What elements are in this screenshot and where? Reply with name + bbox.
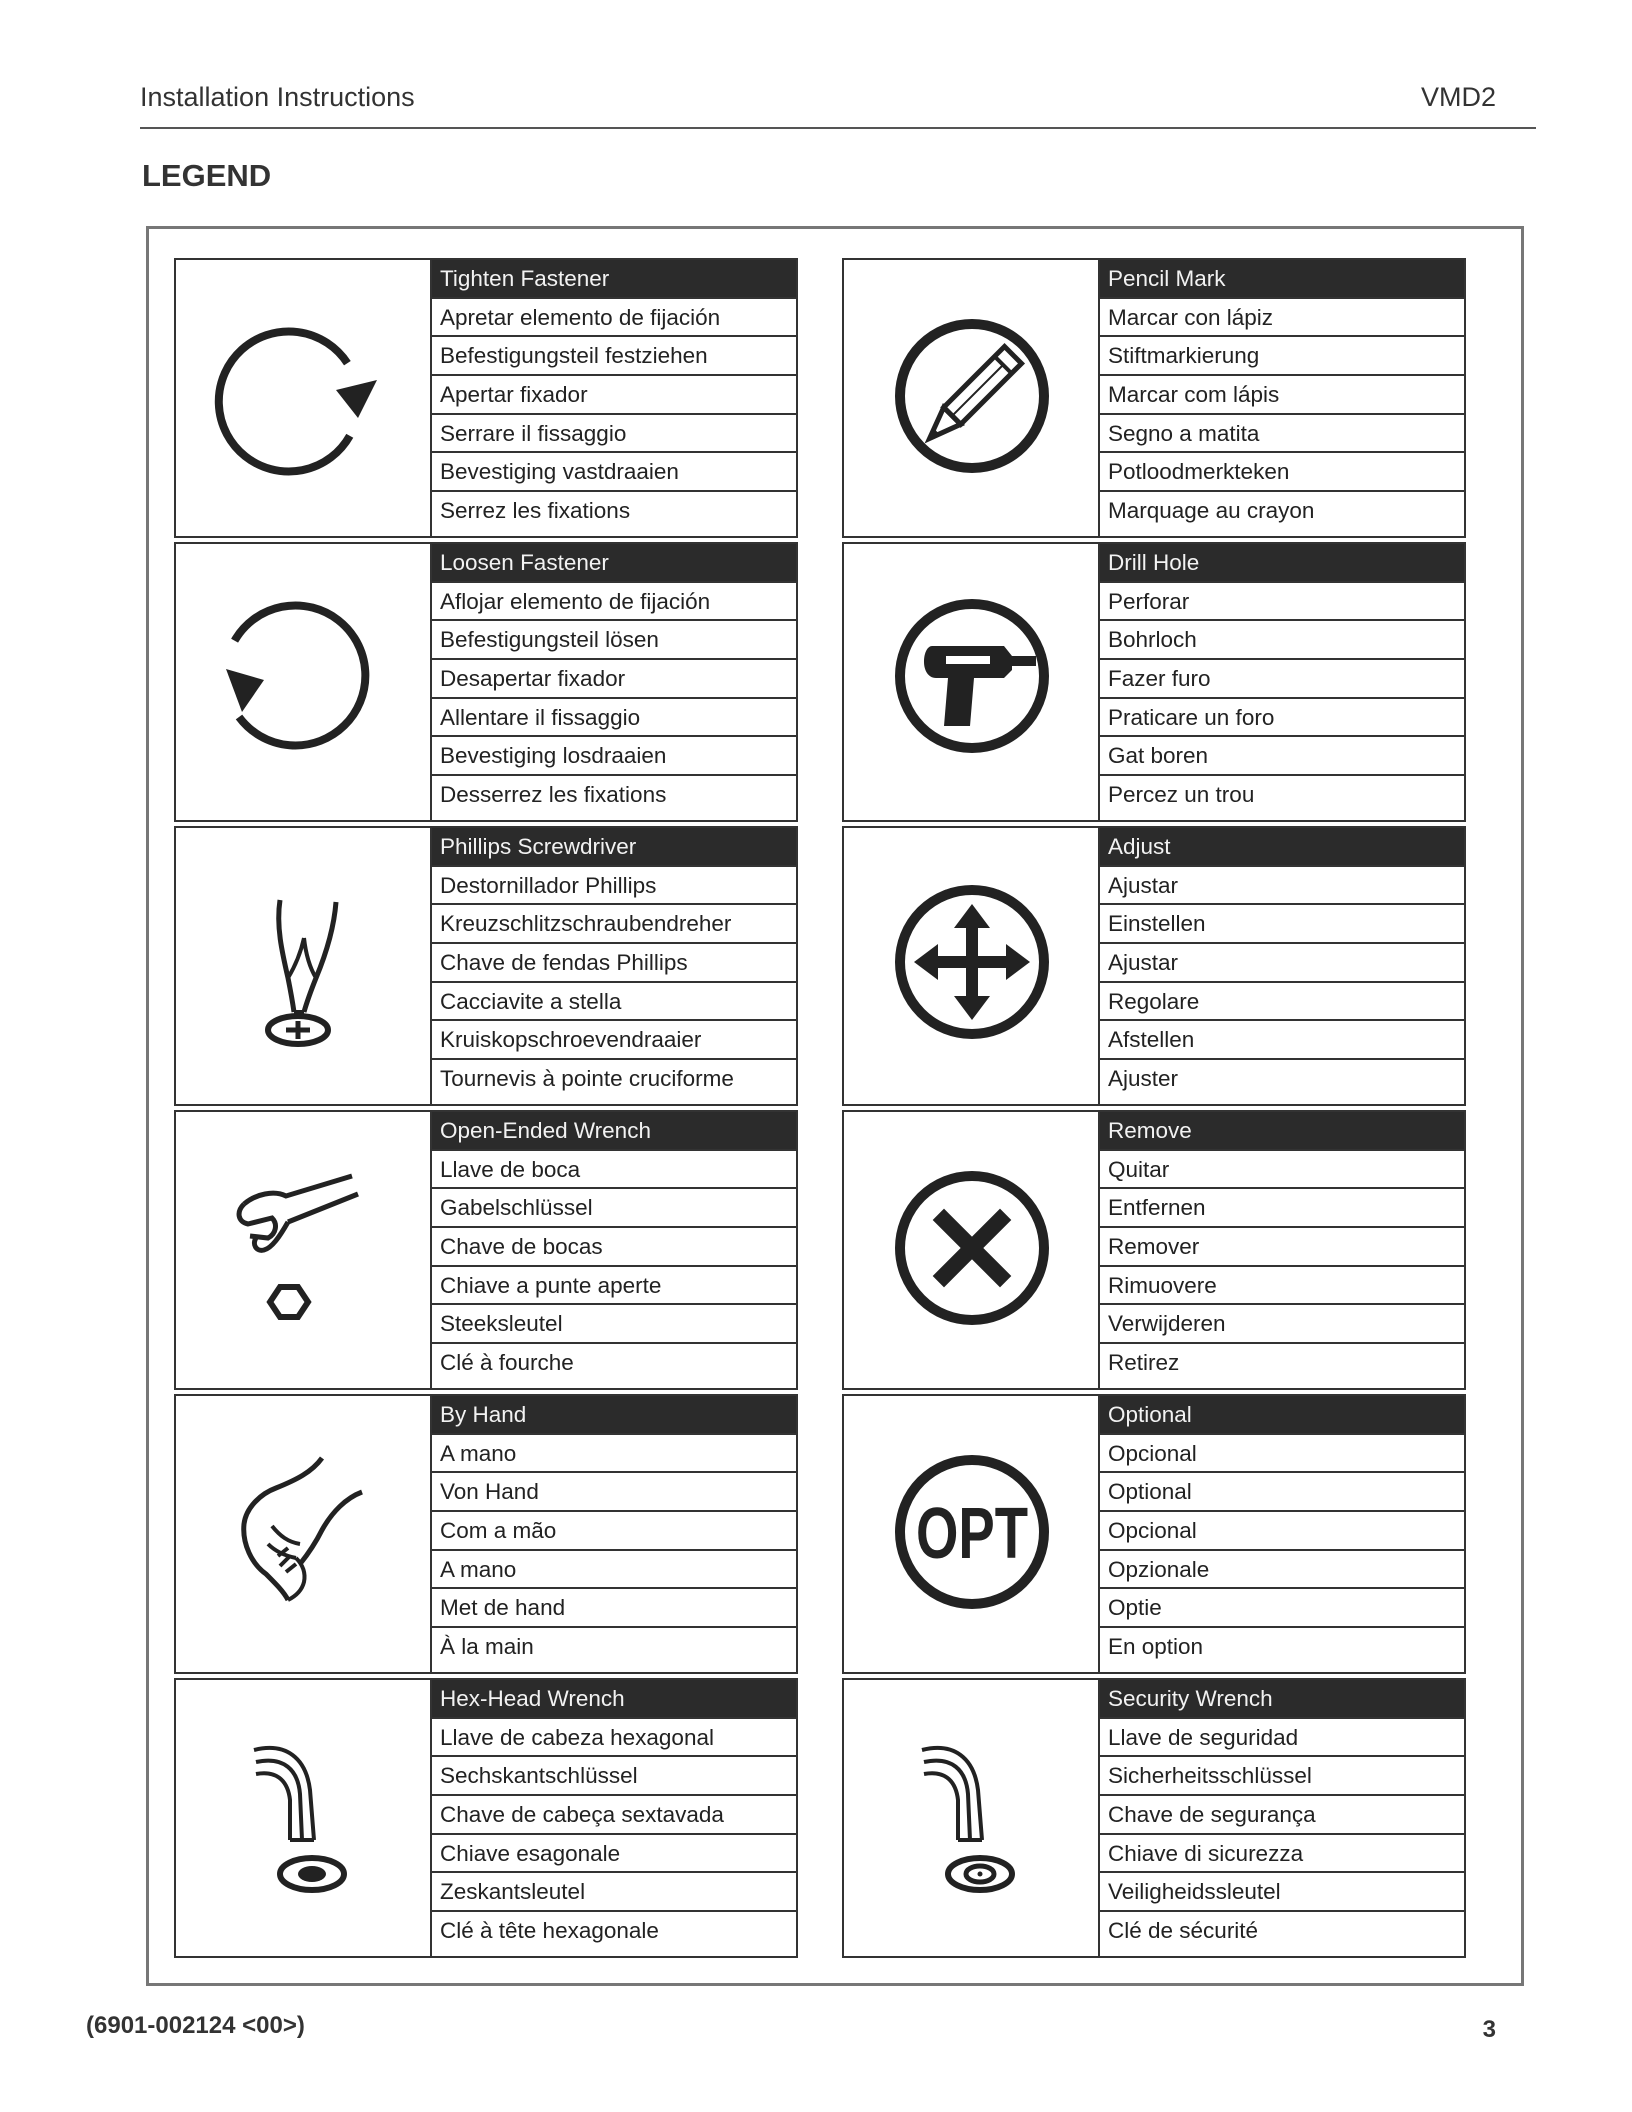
legend-label-dutch: Met de hand (432, 1589, 796, 1628)
legend-label-spanish: Aflojar elemento de fijación (432, 583, 796, 622)
legend-label-french: Serrez les fixations (440, 497, 631, 523)
legend-label-spanish: Destornillador Phillips (432, 867, 796, 906)
legend-label-french: Desserrez les fixations (440, 781, 667, 807)
legend-label-portuguese: Desapertar fixador (432, 660, 796, 699)
legend-label-dutch: Afstellen (1100, 1021, 1464, 1060)
legend-label-portuguese: Marcar com lápis (1100, 376, 1464, 415)
legend-label-italian: Rimuovere (1100, 1267, 1464, 1306)
legend-label-italian: Opzionale (1100, 1551, 1464, 1590)
legend-label-german: Von Hand (432, 1473, 796, 1512)
drill-hole-icon (844, 544, 1102, 824)
legend-label-english: Remove (1100, 1112, 1464, 1151)
legend-label-english: Loosen Fastener (432, 544, 796, 583)
remove-icon (844, 1112, 1102, 1392)
legend-label-spanish: Ajustar (1100, 867, 1464, 906)
legend-label-spanish: Marcar con lápiz (1100, 299, 1464, 338)
legend-label-portuguese: Chave de cabeça sextavada (432, 1796, 796, 1835)
legend-item-optional (842, 1394, 1466, 1674)
legend-label-spanish: A mano (432, 1435, 796, 1474)
legend-label-italian: Segno a matita (1100, 415, 1464, 454)
legend-label-english: Phillips Screwdriver (432, 828, 796, 867)
legend-label-english: Hex-Head Wrench (432, 1680, 796, 1719)
page-title: LEGEND (142, 158, 272, 193)
legend-label-french: Clé à tête hexagonale (440, 1917, 659, 1943)
legend-label-portuguese: Chave de fendas Phillips (432, 944, 796, 983)
legend-label-german: Stiftmarkierung (1100, 337, 1464, 376)
legend-label-german: Kreuzschlitzschraubendreher (432, 905, 796, 944)
legend-item-drill-hole (842, 542, 1466, 822)
legend-label-french: Clé de sécurité (1108, 1917, 1259, 1943)
legend-label-french: Percez un trou (1108, 781, 1255, 807)
legend-label-italian: Chiave a punte aperte (432, 1267, 796, 1306)
legend-label-german: Befestigungsteil festziehen (432, 337, 796, 376)
legend-label-spanish: Quitar (1100, 1151, 1464, 1190)
legend-label-portuguese: Chave de segurança (1100, 1796, 1464, 1835)
hex-head-wrench-icon (176, 1680, 434, 1960)
legend-label-spanish: Llave de cabeza hexagonal (432, 1719, 796, 1758)
legend-label-dutch: Veiligheidssleutel (1100, 1873, 1464, 1912)
legend-label-portuguese: Apertar fixador (432, 376, 796, 415)
legend-label-italian: Regolare (1100, 983, 1464, 1022)
legend-label-dutch: Gat boren (1100, 737, 1464, 776)
legend-label-french: Retirez (1108, 1349, 1180, 1375)
legend-label-german: Sechskantschlüssel (432, 1757, 796, 1796)
legend-item-pencil-mark (842, 258, 1466, 538)
by-hand-icon (176, 1396, 434, 1676)
legend-label-french: Ajuster (1108, 1065, 1179, 1091)
legend-label-french: Marquage au crayon (1108, 497, 1315, 523)
legend-label-german: Entfernen (1100, 1189, 1464, 1228)
legend-label-german: Gabelschlüssel (432, 1189, 796, 1228)
legend-item-phillips-screwdriver (174, 826, 798, 1106)
legend-item-open-ended-wrench (174, 1110, 798, 1390)
legend-label-dutch: Zeskantsleutel (432, 1873, 796, 1912)
loosen-fastener-icon (176, 544, 434, 824)
legend-item-adjust (842, 826, 1466, 1106)
document-number: (6901-002124 <00>) (86, 2012, 305, 2039)
legend-item-security-wrench (842, 1678, 1466, 1958)
header-rule (140, 127, 1536, 129)
legend-label-italian: Cacciavite a stella (432, 983, 796, 1022)
legend-item-hex-head-wrench (174, 1678, 798, 1958)
legend-label-portuguese: Remover (1100, 1228, 1464, 1267)
legend-label-dutch: Kruiskopschroevendraaier (432, 1021, 796, 1060)
legend-label-portuguese: Chave de bocas (432, 1228, 796, 1267)
legend-label-dutch: Bevestiging vastdraaien (432, 453, 796, 492)
legend-label-italian: Chiave di sicurezza (1100, 1835, 1464, 1874)
legend-label-portuguese: Fazer furo (1100, 660, 1464, 699)
legend-label-german: Befestigungsteil lösen (432, 621, 796, 660)
adjust-icon (844, 828, 1102, 1108)
legend-label-portuguese: Ajustar (1100, 944, 1464, 983)
legend-label-english: Tighten Fastener (432, 260, 796, 299)
legend-label-french: Tournevis à pointe cruciforme (440, 1065, 734, 1091)
header-model: VMD2 (1420, 82, 1496, 112)
legend-item-remove (842, 1110, 1466, 1390)
legend-label-german: Einstellen (1100, 905, 1464, 944)
legend-item-loosen-fastener (174, 542, 798, 822)
legend-label-german: Optional (1100, 1473, 1464, 1512)
legend-item-tighten-fastener (174, 258, 798, 538)
legend-label-dutch: Optie (1100, 1589, 1464, 1628)
legend-label-dutch: Steeksleutel (432, 1305, 796, 1344)
legend-label-french: Clé à fourche (440, 1349, 574, 1375)
open-ended-wrench-icon (176, 1112, 434, 1392)
legend-label-italian: Praticare un foro (1100, 699, 1464, 738)
security-wrench-icon (844, 1680, 1102, 1960)
phillips-screwdriver-icon (176, 828, 434, 1108)
optional-icon-text: OPT (916, 1494, 1029, 1574)
header-title: Installation Instructions (140, 82, 415, 112)
legend-label-german: Sicherheitsschlüssel (1100, 1757, 1464, 1796)
legend-label-english: Optional (1100, 1396, 1464, 1435)
legend-label-english: Security Wrench (1100, 1680, 1464, 1719)
legend-label-spanish: Perforar (1100, 583, 1464, 622)
legend-label-spanish: Opcional (1100, 1435, 1464, 1474)
legend-label-english: Open-Ended Wrench (432, 1112, 796, 1151)
legend-label-portuguese: Opcional (1100, 1512, 1464, 1551)
legend-label-italian: Chiave esagonale (432, 1835, 796, 1874)
legend-item-by-hand (174, 1394, 798, 1674)
legend-label-dutch: Bevestiging losdraaien (432, 737, 796, 776)
legend-label-english: Adjust (1100, 828, 1464, 867)
pencil-mark-icon (844, 260, 1102, 540)
legend-label-english: Drill Hole (1100, 544, 1464, 583)
legend-label-german: Bohrloch (1100, 621, 1464, 660)
legend-label-english: Pencil Mark (1100, 260, 1464, 299)
tighten-fastener-icon (176, 260, 434, 540)
legend-label-english: By Hand (432, 1396, 796, 1435)
legend-label-portuguese: Com a mão (432, 1512, 796, 1551)
legend-label-spanish: Llave de boca (432, 1151, 796, 1190)
legend-label-dutch: Verwijderen (1100, 1305, 1464, 1344)
legend-label-french: En option (1108, 1633, 1204, 1659)
optional-icon (844, 1396, 1102, 1676)
legend-label-spanish: Llave de seguridad (1100, 1719, 1464, 1758)
legend-label-italian: Allentare il fissaggio (432, 699, 796, 738)
legend-label-italian: A mano (432, 1551, 796, 1590)
legend-label-dutch: Potloodmerkteken (1100, 453, 1464, 492)
legend-label-french: À la main (440, 1633, 534, 1659)
legend-label-italian: Serrare il fissaggio (432, 415, 796, 454)
page-number: 3 (1482, 2016, 1496, 2043)
legend-label-spanish: Apretar elemento de fijación (432, 299, 796, 338)
